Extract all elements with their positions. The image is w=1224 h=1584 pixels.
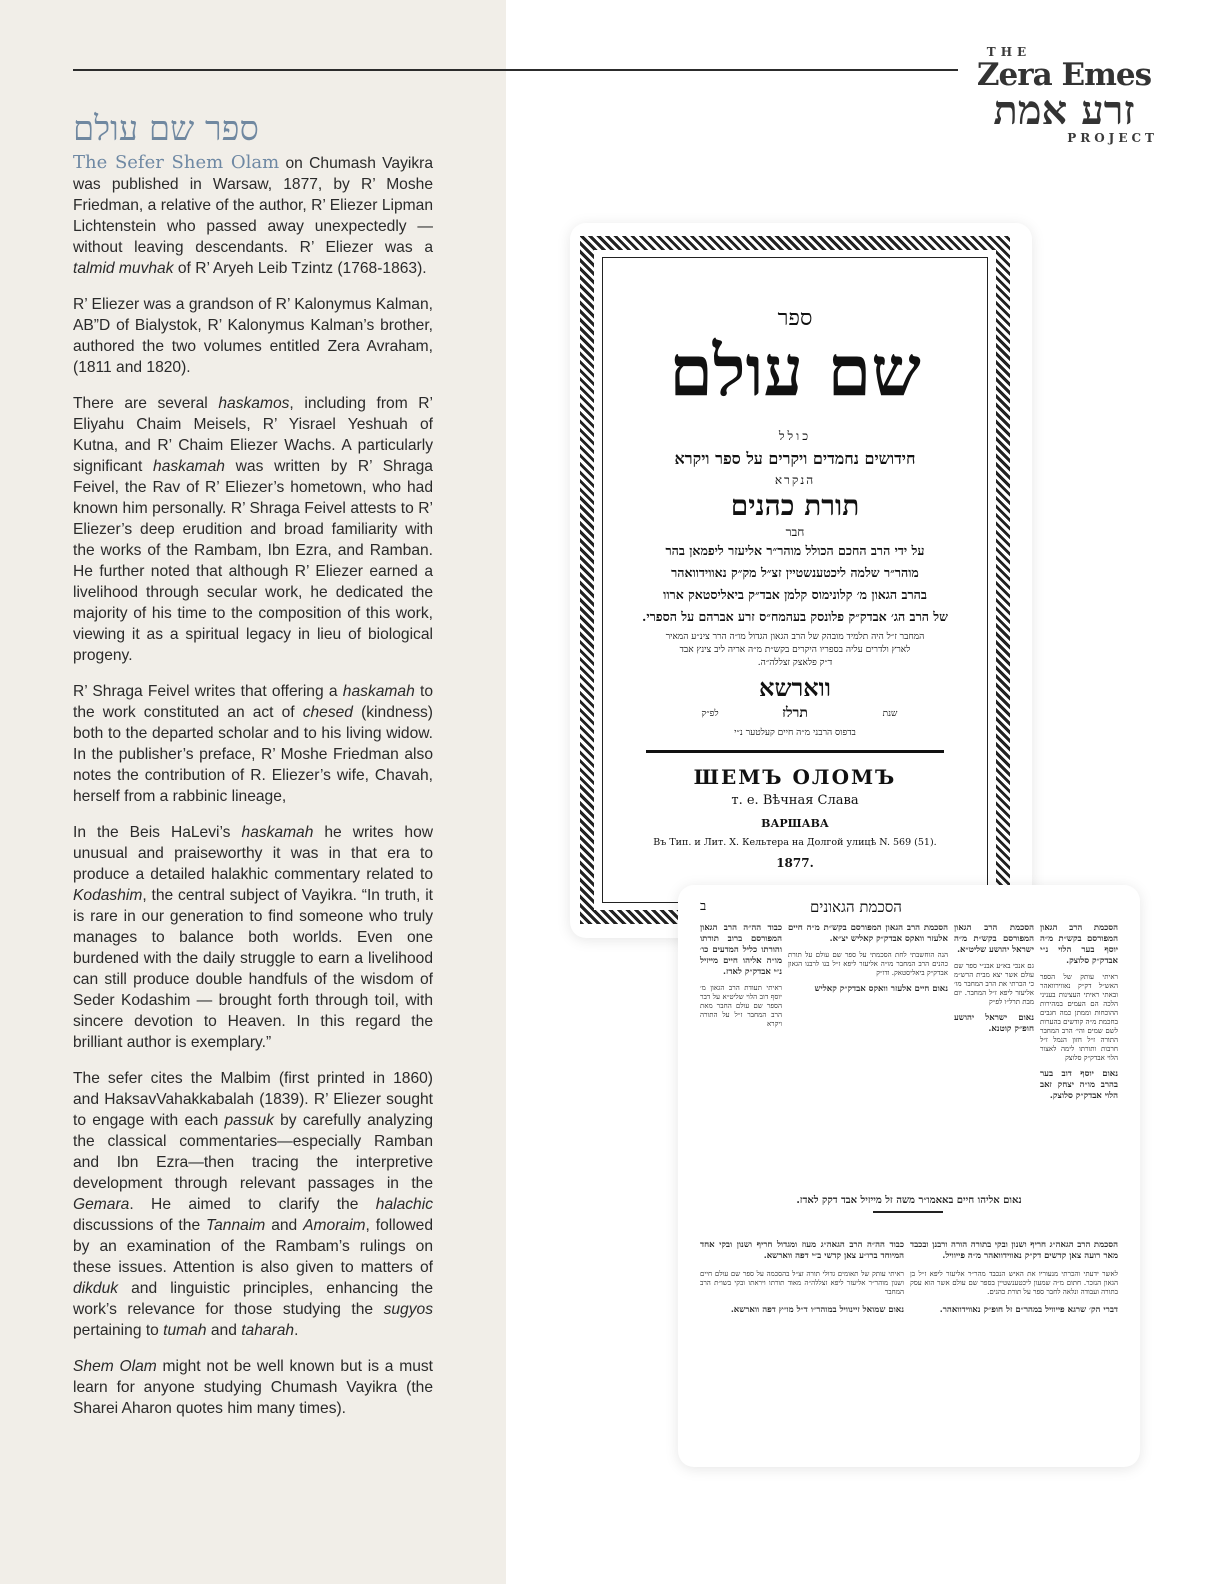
tp-rule [646, 750, 944, 753]
paragraph-2: R’ Eliezer was a grandson of R’ Kalonymus Kalman, AB”D of Bialystok, R’ Kalonymus Kalman’s brother, authored the two volumes entitled Zera Avraham, (1811 and 1820). [73, 296, 433, 376]
haskamah-col-3: הסכמת הרב הגאון המפורסם בקש״ת מ״ה חיים אלעזר וואקס אבדק״ק קאליש יצ״א. הנה הוחשבתי לחת הסכמתי על ספר שם עולם על תורת כהנים הרב המחבר מו״ה אליעזר ליפא ז״ל בנו לרבנו הגאון אבדק״ק ביאליסטאק. ודו״ק נאום חיים אלעזר וואקס אבדק״ק קאליש [788, 923, 948, 994]
tp-year-right: שנת [882, 709, 898, 719]
paragraph-4: R’ Shraga Feivel writes that offering a haskamah to the work constituted an act of chesed (kindness) both to the departed scholar and to his living widow. In the publisher’s preface, R’ Moshe Friedman also notes the contribution of R. Eliezer’s wife, Chavah, herself from a rabbinic lineage, [73, 683, 433, 805]
tp-line6: המחבר ז״ל היה תלמיד מובהק של הרב הגאון הגדול מו״ה הרר צינ״ע המאיר [665, 632, 925, 642]
tp-kolel: כולל [778, 429, 812, 443]
haskamah-bottom-col-2: כבוד הה״ה הרב הגאה״ג מעוז ומגדול חריף ושנון ובקי אחד המיוחד ברו״ע צאן קדשי ב״י דפה ווארשא. ראיתי עותק של תאומים גדולי תורה זצ״ל בהסכמה על ספר שם עולם חיים ושנון מוהר״ר אליעזר ליפא זצללה״ה מאוד תורתו ויראתו ובקי בשו״ת הרב המחבר נאום שמואל זיינוויל במוהר״ו ד״ל מו״ץ דפה ווארשא. [700, 1240, 904, 1315]
paragraph-6: The sefer cites the Malbim (first printed in 1860) and HaksavVahakkabalah (1839). R’ Eliezer sought to engage with each passuk by carefully analyzing the classical commentaries—especially Ramban and Ibn Ezra—then tracing the interpretive development through relevant passages in the Gemara. He aimed to clarify the halachic discussions of the Tannaim and Amoraim, followed by an examination of the Rambam’s rulings on these issues. Attention is also given to matters of dikduk and linguistic principles, enhancing the work’s relevance for those studying the sugyos pertaining to tumah and taharah. [73, 1070, 433, 1339]
top-rule-divider [73, 69, 958, 71]
tp-hanikra: הנקרא [774, 473, 816, 487]
haskamah-signature-line: נאום אליהו חיים באאמו״ר משה זל מייזיל אבד דקק לאדז. [796, 1195, 1022, 1206]
tp-line7: לארץ ולדרים עליה בספריו היקרים בקש״ת מ״ה אריה ליב צינץ אבד [679, 645, 911, 655]
tp-line4: בהרב הגאון מ׳ קלונימוס קלמן אבד״ק ביאליסטאק ארוו [663, 587, 927, 602]
paragraph-7: Shem Olam might not be well known but is a must learn for anyone studying Chumash Vayikra (the Sharei Aharon quotes him many times). [73, 1358, 433, 1417]
haskamos-divider [873, 1211, 943, 1213]
tp-shem-olam: שם עולם [669, 329, 921, 412]
tp-printer: בדפוס הרבני מ״ה חיים קעלטער נ״י [734, 728, 856, 738]
article-body [73, 152, 433, 1434]
paragraph-1: The Sefer Shem Olam on Chumash Vayikra was published in Warsaw, 1877, by R’ Moshe Friedman, a relative of the author, R’ Eliezer Lipman Lichtenstein who passed away unexpectedly — without leaving descendants. R’ Eliezer was a talmid muvhak of R’ Aryeh Leib Tzintz (1768-1863). [73, 152, 434, 277]
tp-line3: מוהר״ר שלמה ליכטענשטיין זצ״ל מק״ק נאווידוואהר [671, 565, 919, 580]
haskamah-col-1: הסכמת הרב הגאון המפורסם בקש״ת מ״ה יוסף בער הלוי נ״י אבדק״ק סלוצק. ראיתי עותק של הספר האש״ל דק״ק נאווירוואהר ובאתי ראיתי העצינות בעניני הלכה הם העמים במהירות ההוכחות וממתן כמה חגבים בחכמת מ״ה קודשים בהערות לשם שמים והי׳ הרב המחבר התורה ז״ל חזון הנמל ז״ל חרבות ותורתו לימה לאצור הלוי אבדק״ק סלוצק נאום יוסף דוב בער בהרב מו״ה יצחק זאב הלוי אבדק״ק סלוצק. [1040, 923, 1118, 1101]
paragraph-3: There are several haskamos, including from R’ Eliyahu Chaim Meisels, R’ Yisrael Yeshuah of Kutna, and R’ Chaim Eliezer Wachs. A particularly significant haskamah was written by R’ Shraga Feivel, the Rav of R’ Eliezer’s hometown, who had known him personally. R’ Shraga Feivel attests to R’ Eliezer’s deep erudition and broad familiarity with the works of the Rambam, Ibn Ezra, and Ramban. He further noted that although R’ Eliezer earned a livelihood through secular work, he dedicated the majority of his time to the composition of this work, viewing it as a spiritual legacy in lieu of biological progeny. [73, 395, 434, 664]
logo-project: PROJECT [1067, 131, 1158, 145]
haskamos-page-scan [678, 885, 1140, 1467]
tp-line5: של הרב הג׳ אבדק״ק פלונסק בעהמח״ס זרע אברהם על הספרי. [642, 609, 948, 624]
tp-russian-title: ШЕМЪ ОЛОМЪ [693, 765, 897, 789]
paragraph-5: In the Beis HaLevi’s haskamah he writes how unusual and praiseworthy it was in that era to produce a detailed halakhic commentary related to Kodashim, the central subject of Vayikra. “In truth, it is rare in our generation to find someone who truly manages to balance both worlds. Even one burdened with the daily struggle to earn a livelihood can still produce double handfuls of the wisdom of Seder Kodashim — brought forth through toil, with sincere devotion to Heaven. In this regard the brilliant author is exemplary.” [73, 824, 434, 1051]
tp-year-left: לפ״ק [701, 709, 719, 719]
tp-sefer: ספר [777, 306, 813, 331]
haskamah-bottom-col-1: הסכמת הרב הגאה״ג חריף ושנון ובקי בתורה הורה ורבנן ובכבד מאר רועה צאן קדשים דק״ק נאווידוואהר מ״ה פייוויל. לאשר ידעתי והכרתי מנעוריו את האיש הנכבד מהר״ר אליעזר ליפא ז״ל בן הגאון הנזכר. חתום מ״ה שמעון ליכטענשטיין בספר שם עולם אשר הוא עסק בתורה ועבודה ונלאה לחבר ספר על תורת כהנים. דברי הק׳ שרגא פייוויל במהר״ם זל חופ״ק נאווידוואהר. [910, 1240, 1118, 1315]
tp-line1: חידושים נחמדים ויקרים על ספר ויקרא [674, 449, 916, 468]
logo-name-en: Zera Emes [976, 57, 1152, 93]
tp-russian-printer: Въ Тип. и Лит. Х. Кельтера на Долгой улицѣ N. 569 (51). [653, 837, 937, 848]
haskamah-col-2: הסכמת הרב הגאון המפורסם בקש״ת מ״ה ישראל יהושע שליט״א. גם אנכי בא״ע אבנ״י ספר שם עולם אשר יצא מבית הרש״מ כי הכרתי את הרב המחבר מו׳ אליעזר ליפא ז״ל המחבר. יום מבת תרל״ו לפ״ק נאום ישראל יהושע חופ״ק קוטנא. [954, 923, 1034, 1034]
tp-line2: על ידי הרב החכם הכולל מוהר״ר אליעזר ליפמאן בהר [665, 543, 925, 558]
tp-line8: ד״ק פלאצק זצללה״ה. [757, 658, 833, 668]
tp-chiber: חבר [785, 525, 805, 539]
zera-emes-logo [962, 45, 1166, 155]
logo-name-he: זרע אמת [993, 87, 1135, 134]
article-title-hebrew: ספר שם עולם [73, 109, 259, 149]
title-page-scan [570, 223, 1032, 938]
haskamos-header: הסכמת הגאונים [810, 898, 902, 916]
tp-toras-kohanim: תורת כהנים [730, 489, 860, 522]
haskamos-page-letter: ב [700, 899, 707, 914]
tp-russian-subtitle: т. е. Вѣчная Слава [731, 793, 859, 808]
haskamah-col-4: כבוד הה״ה הרב הגאון המפורסם ברוב תורתו והורתו כליל המדעים כו׳ מו״ה אליהו חיים מייזיל נ״י אבדק״ק לאדז. ראיתי תעודת הרב הגאון מ׳ יוסף דוב הלוי שליט״א על דבר הספר שם עולם החבר מאת הרב המחבר ז״ל על התורה ויקרא [700, 923, 782, 1028]
article-title-english: The Sefer Shem Olam [73, 152, 280, 173]
tp-russian-year: 1877. [776, 856, 814, 870]
tp-year: תרלז [782, 705, 808, 721]
logo-the: THE [986, 45, 1032, 59]
tp-russian-city: ВАРШАВА [761, 817, 829, 830]
tp-warsaw: ווארשא [759, 673, 831, 702]
